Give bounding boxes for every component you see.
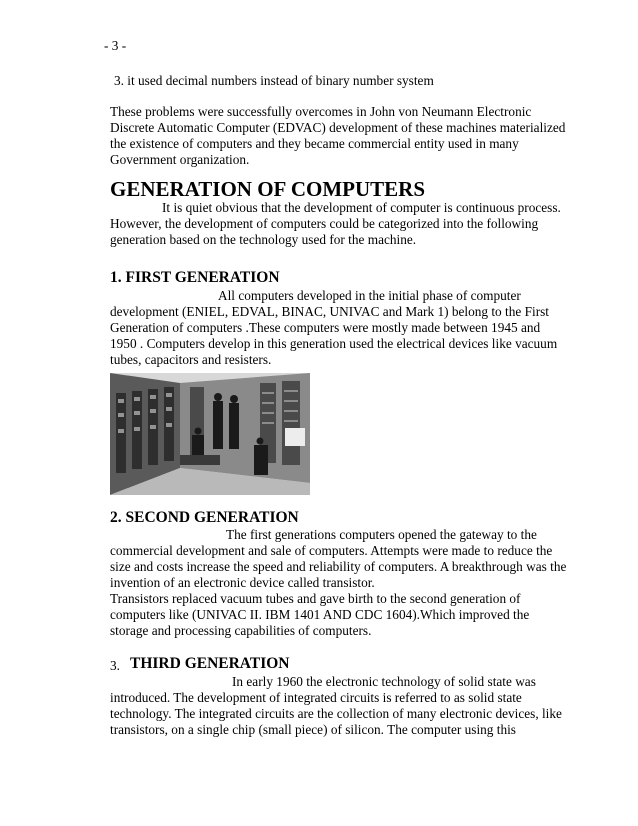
first-generation-heading: 1. FIRST GENERATION: [110, 269, 280, 286]
computer-room-illustration: [110, 373, 310, 495]
second-line-1: The first generations computers opened the gateway to the: [226, 527, 537, 542]
second-line-2: commercial development and sale of computers. Attempts were made to reduce the: [110, 543, 553, 558]
edvac-line-2: Discrete Automatic Computer (EDVAC) development of these machines materialized: [110, 120, 566, 135]
section-title: GENERATION OF COMPUTERS: [110, 177, 426, 201]
third-line-1: In early 1960 the electronic technology of solid state was: [232, 674, 536, 689]
edvac-line-1: These problems were successfully overcomes in John von Neumann Electronic: [110, 104, 532, 119]
third-generation-heading: THIRD GENERATION: [130, 655, 290, 672]
first-line-4: 1950 . Computers develop in this generation used the electrical devices like vacuum: [110, 336, 558, 351]
third-line-2: introduced. The development of integrated circuits is referred to as solid state: [110, 690, 522, 705]
second-line-6: computers like (UNIVAC II. IBM 1401 AND CDC 1604).Which improved the: [110, 607, 530, 622]
first-line-5: tubes, capacitors and resisters.: [110, 352, 272, 367]
point-3: 3. it used decimal numbers instead of binary number system: [114, 73, 434, 88]
early-computer-photo: [110, 373, 310, 495]
first-line-2: development (ENIEL, EDVAL, BINAC, UNIVAC and Mark 1) belong to the First: [110, 304, 549, 319]
first-line-1: All computers developed in the initial phase of computer: [218, 288, 521, 303]
edvac-line-4: Government organization.: [110, 152, 250, 167]
page-number: - 3 -: [104, 38, 127, 53]
generation-line-3: generation based on the technology used for the machine.: [110, 232, 417, 247]
edvac-line-3: the existence of computers and they became commercial entity used in many: [110, 136, 519, 151]
second-line-4: invention of an electronic device called transistor.: [110, 575, 375, 590]
second-line-5: Transistors replaced vacuum tubes and gave birth to the second generation of: [110, 591, 521, 606]
first-line-3: Generation of computers .These computers were mostly made between 1945 and: [110, 320, 541, 335]
third-line-3: technology. The integrated circuits are the collection of many electronic devices, like: [110, 706, 562, 721]
second-line-7: storage and processing capabilities of computers.: [110, 623, 372, 638]
third-line-4: transistors, on a single chip (small piece) of silicon. The computer using this: [110, 722, 516, 737]
second-line-3: size and costs increase the speed and reliability of computers. A breakthrough was the: [110, 559, 567, 574]
generation-line-1: It is quiet obvious that the development of computer is continuous process.: [162, 200, 561, 215]
third-generation-number: 3.: [110, 658, 120, 673]
second-generation-heading: 2. SECOND GENERATION: [110, 509, 299, 526]
generation-line-2: However, the development of computers could be categorized into the following: [110, 216, 539, 231]
